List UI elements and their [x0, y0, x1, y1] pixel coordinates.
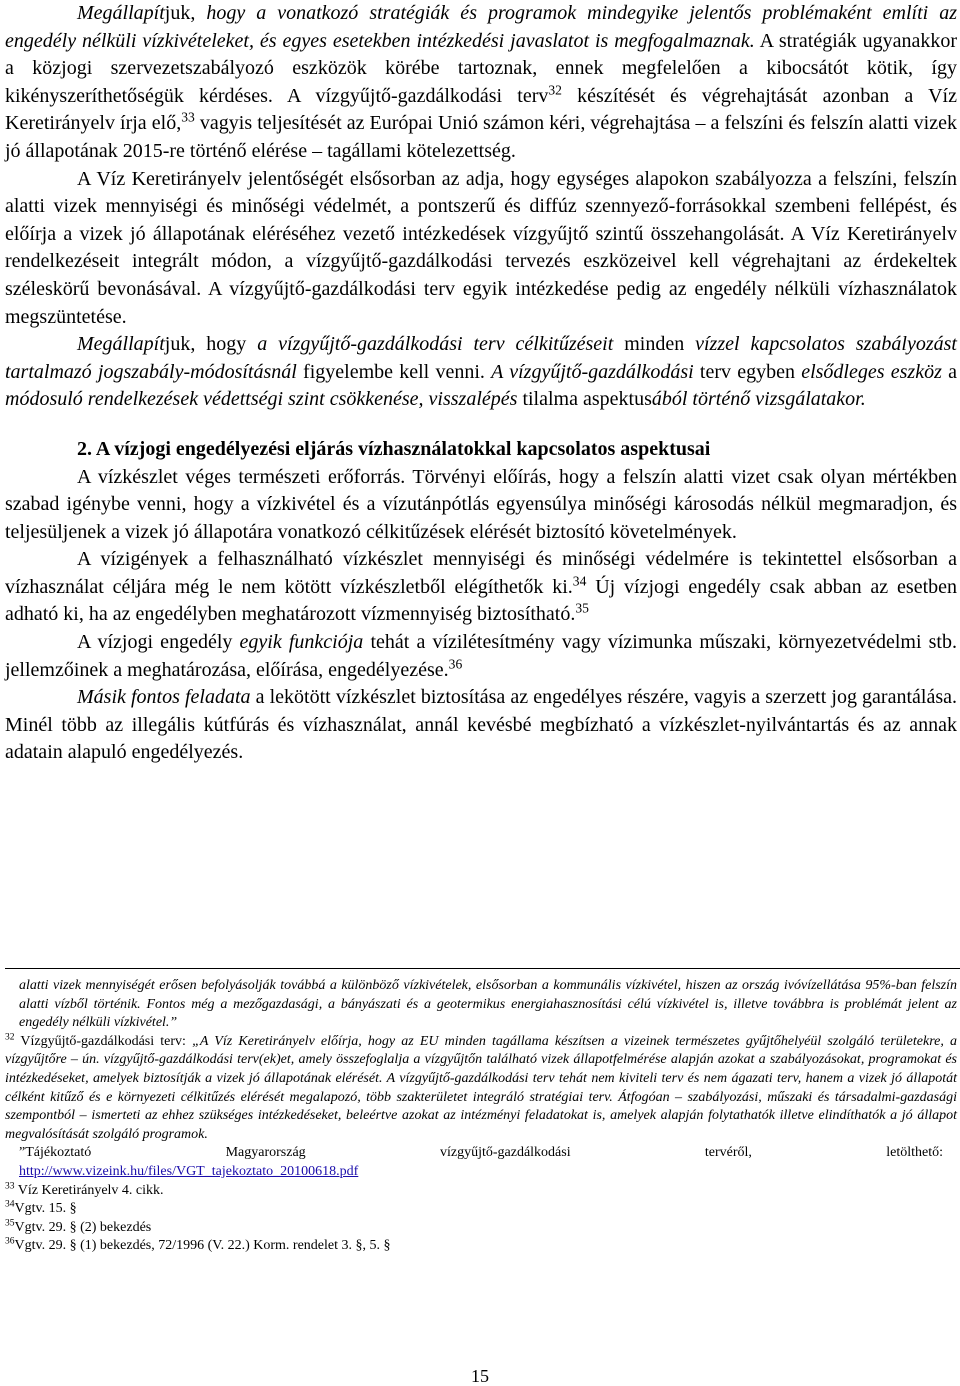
- italic-text: vízzel kapcsolatos szabályozást tartalmazó jogszabály-módosításnál: [5, 333, 957, 383]
- text-run: készítését és végrehajtását azonban a Víz Keretirányelv írja elő,: [5, 84, 957, 135]
- italic-text: a vízgyűjtő-gazdálkodási terv célkitűzéseit: [257, 333, 614, 356]
- italic-text: Megállapít: [77, 333, 165, 356]
- text-run: Víz Keretirányelv 4. cikk.: [14, 1182, 164, 1198]
- text-run: a lekötött vízkészlet biztosítása az engedélyes részére, vagyis a szerzett jog garantálása. Minél több az illegális kútfúrás és vízhasználat, annál kevésbé megbízható a vízkészlet-nyilvántartás és az annak adatain alapuló engedélyezés.: [5, 686, 957, 764]
- footnote-number: 36: [5, 1236, 15, 1247]
- text-run: ”Tájékoztató Magyarország vízgyűjtő-gazdálkodási tervéről, letölthető:: [19, 1145, 943, 1161]
- paragraph-4: A vízkészlet véges természeti erőforrás. Törvényi előírás, hogy a felszín alatti vizet csak olyan mértékben szabad igénybe venni, hogy a vízkivétel és a vízutánpótlás egyensúlya minőségi károsodás nélkül megmaradjon, és teljesüljenek a vizek jó állapotára vonatkozó célkitűzések elérését biztosító követelmények.: [5, 465, 957, 543]
- text-run: Vízgyűjtő-gazdálkodási terv:: [14, 1033, 193, 1049]
- footnote-ref-34[interactable]: 34: [572, 573, 587, 589]
- paragraph-1: [5, 0, 957, 166]
- footnotes: [5, 968, 957, 1256]
- paragraph-7: [5, 684, 957, 767]
- text-run: juk,: [164, 2, 207, 24]
- section-heading: 2. A vízjogi engedélyezési eljárás vízhasználatokkal kapcsolatos aspektusai: [77, 437, 711, 460]
- text-run: terv egyben: [693, 360, 802, 383]
- footnote-34: [5, 1200, 957, 1219]
- footnote-continuation: [5, 977, 957, 1033]
- main-text: [5, 0, 957, 767]
- footnote-number: 32: [5, 1032, 15, 1043]
- footnote-36: [5, 1237, 957, 1256]
- footnote-32: [5, 1033, 957, 1182]
- text-run: figyelembe kell venni.: [296, 360, 492, 383]
- footnote-number: 34: [5, 1199, 15, 1210]
- paragraph-2: A Víz Keretirányelv jelentőségét elsősorban az adja, hogy egységes alapokon szabályozza a felszíni, felszín alatti vizek mennyiségi és minőségi védelmét, a pontszerű és diffúz szennyező-forrásokkal szembeni fellépést, és előírja a vizek jó állapotának eléréséhez vezető intézkedések vízgyűjtő szintű összehangolását. A Víz Keretirányelv rendelkezéseit integrált módon, a vízgyűjtő-gazdálkodási tervezés eszközeivel kell végrehajtani az érdekeltek széleskörű bevonásával. A vízgyűjtő-gazdálkodási terv egyik intézkedése pedig az engedély nélküli vízhasználatok megszüntetése.: [5, 167, 957, 328]
- footnote-number: 33: [5, 1180, 15, 1191]
- text-run: minden: [613, 333, 696, 356]
- italic-text: alatti vizek mennyiségét erősen befolyásolják továbbá a különböző vízkivételek, elsősorban a kommunális vízkivétel, hiszen az ország ivóvízellátása 95%-ban felszín alatti vízből történik. Fontos még a mezőgazdasági, a bányászati és a geotermikus energiahasznosítási célú vízkivétel is, illetve továbbra is problémát jelent az engedély nélküli vízkivétel.”: [19, 978, 957, 1031]
- italic-text: egyik funkciója: [239, 631, 364, 654]
- text-run: tilalma aspektus: [517, 388, 652, 411]
- footnote-ref-33[interactable]: 33: [181, 109, 195, 125]
- italic-text: módosuló rendelkezések védettségi szint csökkenése, visszalépés: [5, 388, 518, 411]
- text-run: Vgtv. 15. §: [14, 1201, 77, 1217]
- italic-text: Másik fontos feladata: [77, 686, 251, 709]
- italic-text: elsődleges eszköz: [801, 360, 942, 383]
- italic-text: ából történő vizsgálatakor.: [651, 388, 866, 411]
- text-run: tehát a vízilétesítmény vagy vízimunka műszaki, környezetvédelmi stb. jellemzőinek a meghatározása, előírása, engedélyezése.: [5, 631, 957, 681]
- page-number: 15: [471, 1366, 489, 1386]
- text-run: A stratégiák ugyanakkor a közjogi szervezetszabályozó eszközök körébe tartoznak, ennek megfelelően a kibocsátót kötik, így kikényszeríthetőségük kérdéses. A vízgyűjtő-gazdálkodási terv: [5, 29, 957, 107]
- text-run: A vízjogi engedély: [77, 631, 240, 654]
- paragraph-5: [5, 546, 957, 629]
- footnote-ref-36[interactable]: 36: [448, 656, 463, 671]
- paragraph-6: [5, 629, 957, 684]
- text-run: a: [941, 360, 957, 383]
- italic-text: Megállapít: [77, 2, 165, 24]
- footnote-ref-32[interactable]: 32: [548, 82, 562, 98]
- italic-text: A vízgyűjtő-gazdálkodási: [491, 360, 694, 383]
- text-run: Vgtv. 29. § (1) bekezdés, 72/1996 (V. 22.) Korm. rendelet 3. §, 5. §: [14, 1238, 391, 1254]
- paragraph-3: [5, 331, 957, 414]
- italic-text: „A Víz Keretirányelv előírja, hogy az EU minden tagállama készítsen a vizeinek természetes gyűjtőhelyéül szolgáló területekre, a vízgyűjtőre – ún. vízgyűjtő-gazdálkodási terv(ek)et, amely összefoglalja a vízgyűjtőn található vizek állapotfelmérése alapján azokat a szabályozásokat, programokat és intézkedéseket, amelyek biztosítják a vizek jó állapotának elérését. A vízgyűjtő-gazdálkodási terv tehát nem kiviteli terv és nem ágazati terv, hanem a vizek jó állapotát célként kitűző és e környezeti célkitűzés elérését megalapozó, több szakterületet integráló stratégiai terv. Átfogóan – szabályozási, műszaki és társadalmi-gazdasági szempontból – ismerteti az ehhez szükséges intézkedéseket, beleértve azokat az intézményi feladatokat is, amelyek alapján folytathatók illetve elindíthatók a jó állapot megvalósítását szolgáló programok.: [5, 1033, 957, 1142]
- text-run: vagyis teljesítését az Európai Unió számon kéri, végrehajtása – a felszíni és felszín alatti vizek jó állapotának 2015-re történő elérése – tagállami kötelezettség.: [5, 112, 957, 162]
- footnote-ref-35[interactable]: 35: [575, 600, 589, 616]
- text-run: Vgtv. 29. § (2) bekezdés: [14, 1219, 152, 1235]
- footnote-35: [5, 1219, 957, 1238]
- text-run: juk, hogy: [164, 333, 258, 356]
- footnote-number: 35: [5, 1218, 15, 1229]
- text-run: Új vízjogi engedély csak abban az esetben adható ki, ha az engedélyben meghatározott vízmennyiség biztosítható.: [5, 575, 958, 626]
- text-run: A vízigények a felhasználható vízkészlet mennyiségi és minőségi védelmére is tekintettel elsősorban a vízhasználat céljára még le nem kötött vízkészletből elégíthetők ki.: [5, 548, 957, 598]
- footnote-33: [5, 1182, 957, 1201]
- footnote-separator: [5, 968, 960, 969]
- italic-text: hogy a vonatkozó stratégiák és programok mindegyike jelentős problémaként említi az engedély nélküli vízkivételeket, és egyes esetekben intézkedési javaslatot is megfogalmaznak.: [5, 2, 957, 52]
- source-link[interactable]: http://www.vizeink.hu/files/VGT_tajekoztato_20100618.pdf: [19, 1163, 359, 1179]
